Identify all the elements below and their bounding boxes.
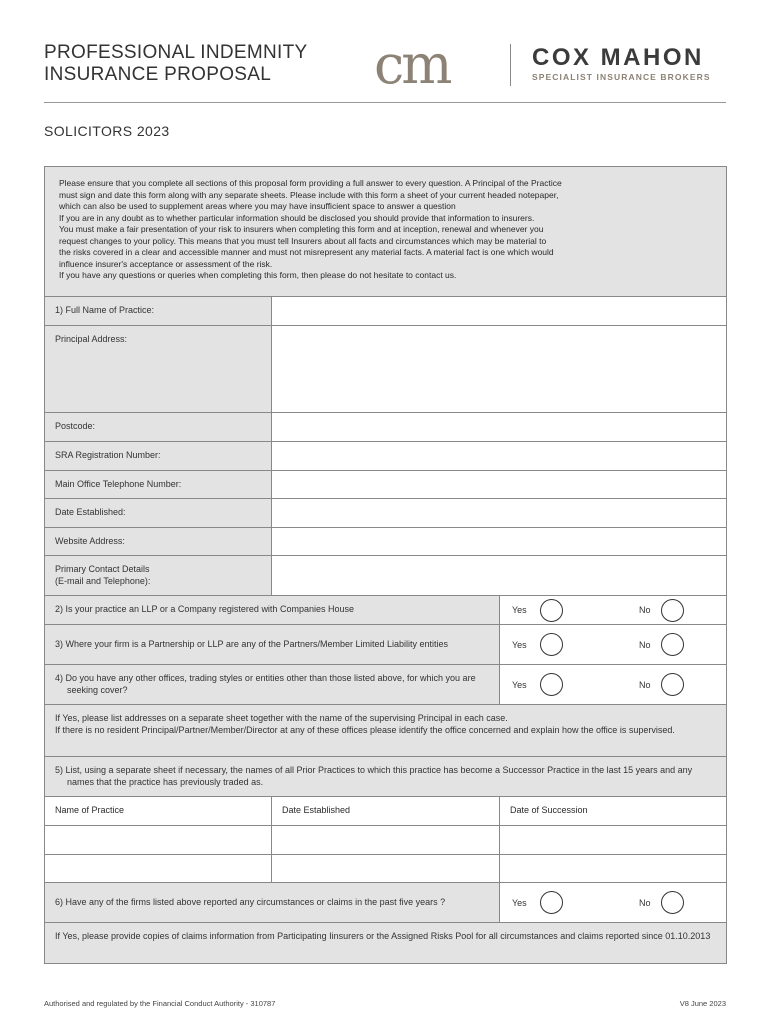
q2-label: 2) Is your practice an LLP or a Company registered with Companies House: [55, 604, 354, 615]
header-rule: [44, 102, 726, 103]
row-q4: [45, 665, 726, 705]
q6-no-radio[interactable]: [661, 891, 684, 914]
row-sra-number: [45, 442, 726, 471]
q6-yes-label: Yes: [512, 897, 527, 908]
q2-yes-radio[interactable]: [540, 599, 563, 622]
telephone-label: Main Office Telephone Number:: [45, 471, 272, 498]
q3-no-radio[interactable]: [661, 633, 684, 656]
q3-label: 3) Where your firm is a Partnership or LLP are any of the Partners/Member Limited Liability entities: [55, 638, 449, 649]
q4-yes-label: Yes: [512, 679, 527, 690]
sra-number-label: SRA Registration Number:: [45, 442, 272, 470]
sra-number-input[interactable]: [272, 442, 726, 470]
logo-divider: [510, 44, 511, 86]
row-q3: [45, 625, 726, 665]
postcode-input[interactable]: [272, 413, 726, 441]
intro-line: request changes to your policy. This means that you must tell Insurers about all facts and circumstances which may be material to: [59, 235, 547, 246]
website-label: Website Address:: [45, 528, 272, 555]
prior-name-input[interactable]: [45, 826, 272, 854]
intro-box: [45, 167, 726, 297]
q6-no-label: No: [639, 897, 651, 908]
row-principal-address: [45, 326, 726, 413]
row-website: [45, 528, 726, 556]
intro-line: which can also be used to supplement areas where you may have insufficient space to answer a question: [59, 201, 456, 211]
q6-options: [500, 883, 726, 922]
principal-address-input[interactable]: [272, 326, 726, 412]
row-full-name: [45, 297, 726, 326]
primary-contact-label-line1: Primary Contact Details: [55, 564, 150, 574]
q2-no-radio[interactable]: [661, 599, 684, 622]
q4-note-line1: If Yes, please list addresses on a separate sheet together with the name of the supervising Principal in each case.: [55, 713, 508, 723]
q4-no-label: No: [639, 679, 651, 690]
q6-label: 6) Have any of the firms listed above reported any circumstances or claims in the past five years ?: [55, 896, 446, 907]
row-q6-note: [45, 923, 726, 963]
prior-name-input[interactable]: [45, 855, 272, 882]
q2-yes-label: Yes: [512, 605, 527, 615]
q4-label: 4) Do you have any other offices, trading styles or entities other than those listed above, for which you are seeking cover?: [55, 673, 476, 695]
q5-text: [45, 757, 726, 796]
q2-options: [500, 596, 726, 624]
q3-no-label: No: [639, 639, 651, 650]
intro-line: If you are in any doubt as to whether particular information should be disclosed you should provide that information to insurers.: [59, 212, 535, 223]
q3-options: [500, 625, 726, 664]
q3-yes-label: Yes: [512, 639, 527, 650]
prior-succession-input[interactable]: [500, 826, 726, 854]
proposal-form: [44, 166, 727, 964]
prior-table-row: [45, 826, 726, 855]
form-subtitle: SOLICITORS 2023: [44, 123, 170, 139]
intro-line: Please ensure that you complete all sections of this proposal form providing a full answer to every question. A Principal of the Practice: [59, 178, 562, 188]
q4-no-radio[interactable]: [661, 673, 684, 696]
intro-text: [45, 167, 576, 296]
q4-note-line2: If there is no resident Principal/Partner/Member/Director at any of these offices please identify the office concerned and explain how the office is supervised.: [55, 724, 675, 735]
form-title: [44, 42, 308, 86]
form-title-line1: PROFESSIONAL INDEMNITY: [44, 42, 308, 63]
website-input[interactable]: [272, 528, 726, 555]
q3-text: [45, 625, 500, 664]
cm-logo-mark: cm: [374, 33, 450, 96]
row-q4-note: [45, 705, 726, 757]
prior-header-name: Name of Practice: [45, 797, 272, 825]
prior-established-input[interactable]: [272, 826, 500, 854]
brand-tagline: SPECIALIST INSURANCE BROKERS: [532, 72, 711, 82]
prior-succession-input[interactable]: [500, 855, 726, 882]
prior-header-succession: Date of Succession: [510, 805, 588, 815]
q2-text: [45, 596, 500, 624]
q6-note: If Yes, please provide copies of claims information from Participating Iinsurers or the Assigned Risks Pool for all circumstances and claims reported since 01.10.2013: [55, 931, 711, 941]
prior-established-input[interactable]: [272, 855, 500, 882]
telephone-input[interactable]: [272, 471, 726, 498]
q5-label: 5) List, using a separate sheet if necessary, the names of all Prior Practices to which this practice has become a Successor Practice in the last 15 years and any names that the practice has previously traded as.: [55, 765, 693, 787]
intro-line: must sign and date this form along with any separate sheets. Please include with this form a sheet of your current headed notepaper,: [59, 189, 559, 200]
q6-yes-radio[interactable]: [540, 891, 563, 914]
brand-name: COX MAHON: [532, 44, 704, 71]
date-established-input[interactable]: [272, 499, 726, 527]
q3-yes-radio[interactable]: [540, 633, 563, 656]
intro-line: If you have any questions or queries when completing this form, then please do not hesitate to contact us.: [59, 270, 457, 280]
q4-options: [500, 665, 726, 704]
postcode-label: Postcode:: [45, 413, 272, 441]
q6-text: [45, 883, 500, 922]
prior-header-established: Date Established: [272, 797, 500, 825]
footer-regulation: Authorised and regulated by the Financial Conduct Authority - 310787: [44, 999, 276, 1008]
full-name-label: 1) Full Name of Practice:: [45, 297, 272, 325]
row-date-established: [45, 499, 726, 528]
intro-line: the risks covered in a clear and accessible manner and must not misrepresent any material facts. A material fact is one which would: [59, 247, 554, 257]
q4-yes-radio[interactable]: [540, 673, 563, 696]
row-postcode: [45, 413, 726, 442]
principal-address-label: Principal Address:: [45, 326, 272, 412]
footer-version: V8 June 2023: [679, 999, 726, 1008]
primary-contact-label: [45, 556, 272, 595]
intro-line: You must make a fair presentation of your risk to insurers when completing this form and at inception, renewal and whenever you: [59, 224, 544, 234]
row-primary-contact: [45, 556, 726, 596]
form-title-line2: INSURANCE PROPOSAL: [44, 64, 272, 85]
row-q5: [45, 757, 726, 797]
primary-contact-label-line2: (E-mail and Telephone):: [55, 575, 151, 586]
prior-table-header: [45, 797, 726, 826]
intro-line: influence insurer's acceptance or assessment of the risk.: [59, 258, 273, 269]
full-name-input[interactable]: [272, 297, 726, 325]
q2-no-label: No: [639, 605, 651, 615]
row-telephone: [45, 471, 726, 499]
date-established-label: Date Established:: [45, 499, 272, 527]
primary-contact-input[interactable]: [272, 556, 726, 595]
q4-text: [45, 665, 500, 704]
row-q6: [45, 883, 726, 923]
row-q2: [45, 596, 726, 625]
prior-table-row: [45, 855, 726, 883]
q4-note: [45, 705, 726, 756]
